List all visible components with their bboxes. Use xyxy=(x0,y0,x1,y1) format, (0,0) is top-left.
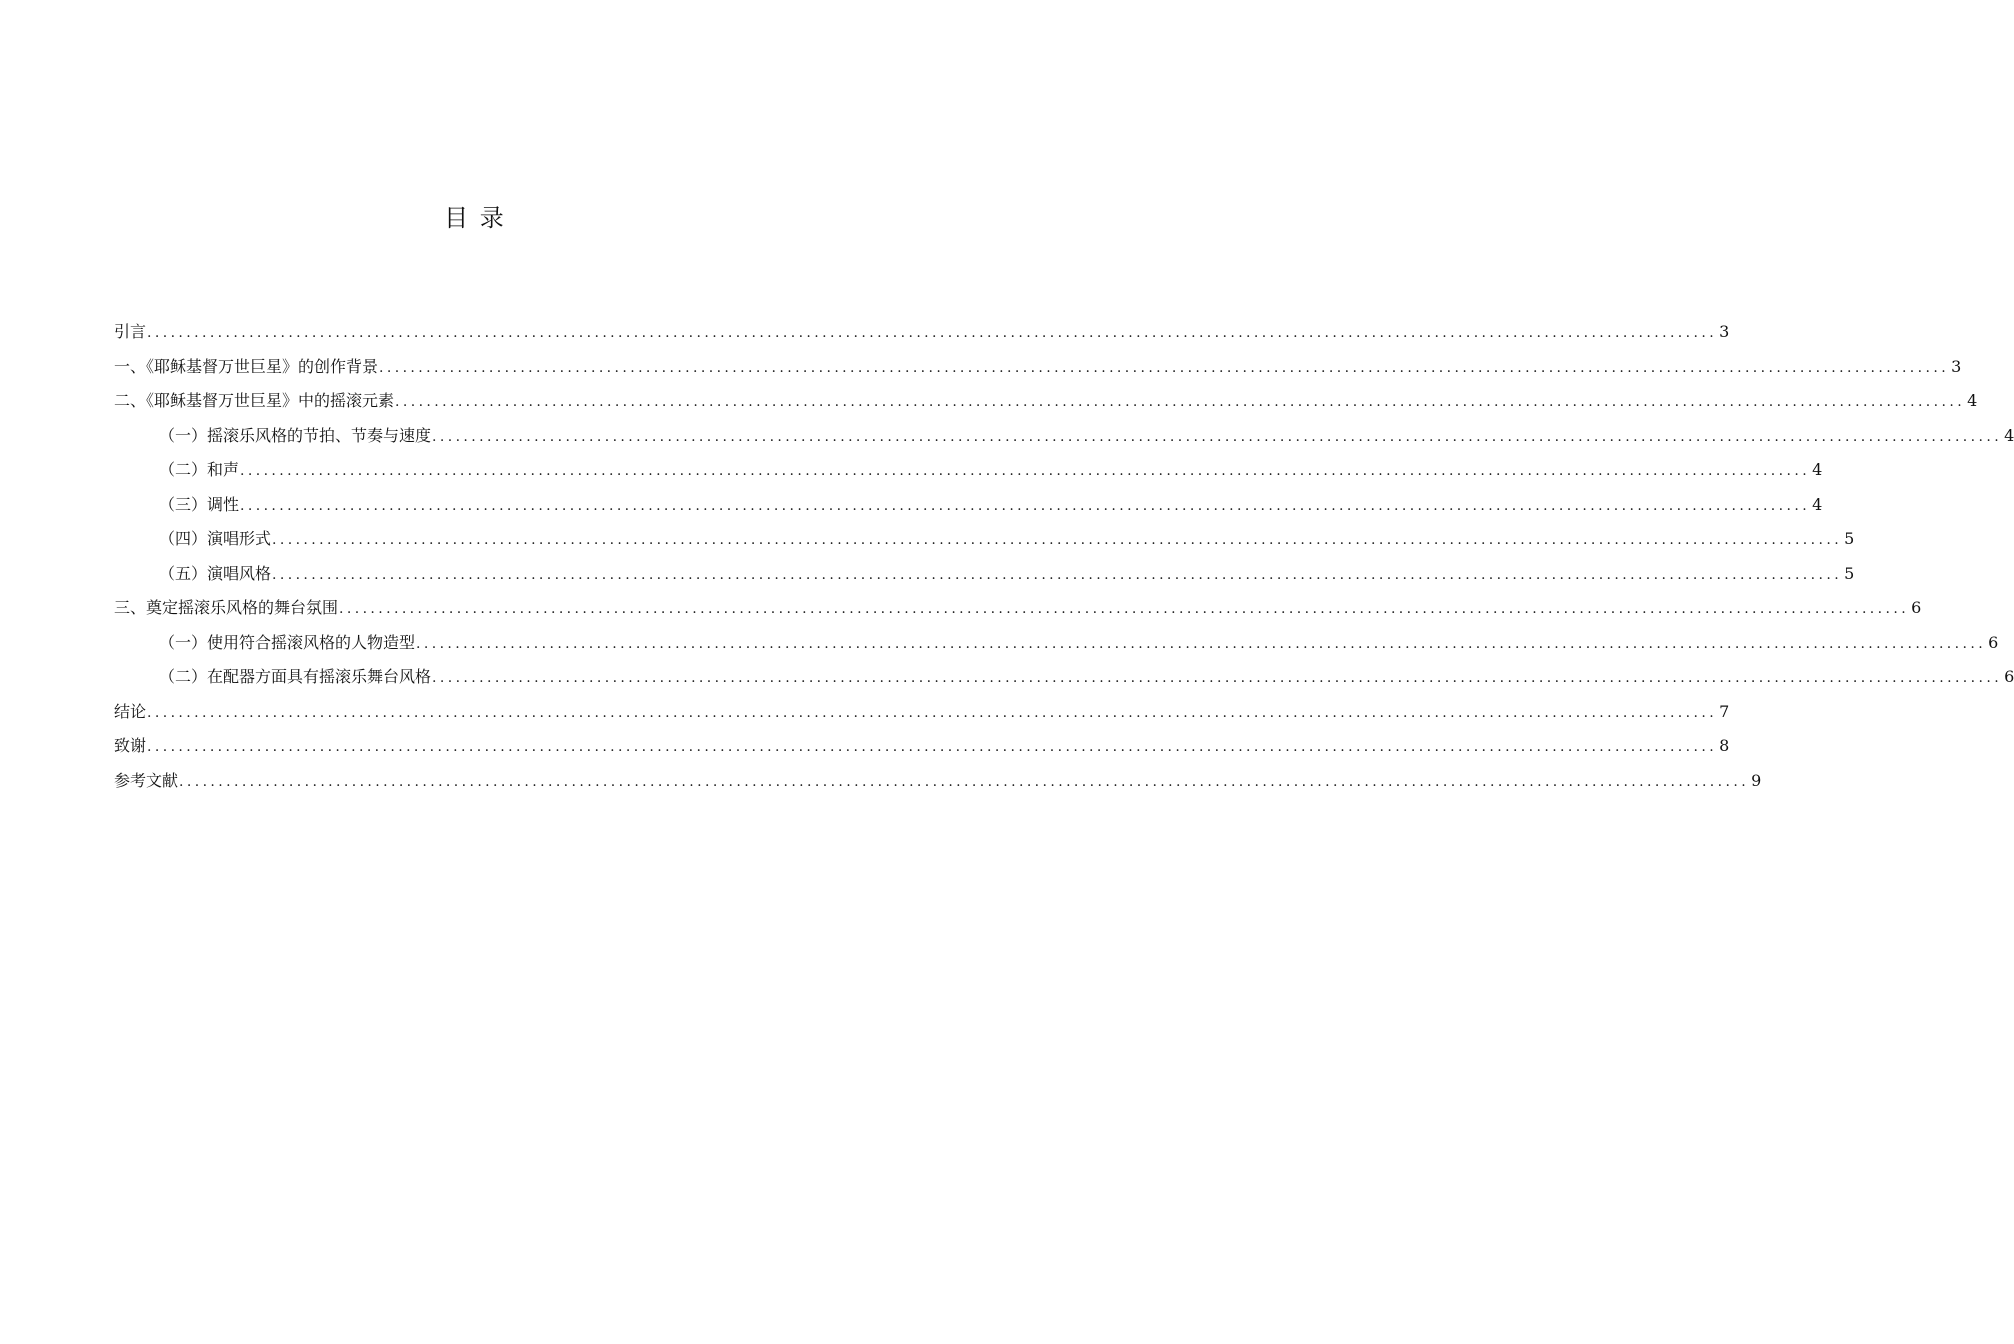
toc-entry-page: 6 xyxy=(2004,667,2014,686)
toc-entry-page: 7 xyxy=(1719,701,1730,721)
toc-entry[interactable] xyxy=(114,557,1855,592)
toc-entry-page: 8 xyxy=(1719,736,1730,755)
toc-entry[interactable] xyxy=(114,660,2014,695)
toc-entry[interactable] xyxy=(114,695,1730,730)
toc-leader-dots: ........................................................................................................................................................................................................ xyxy=(179,773,1750,790)
toc-entry[interactable] xyxy=(114,453,1823,488)
toc-entry-label: （四）演唱形式 xyxy=(159,529,272,548)
toc-entry-page: 5 xyxy=(1844,529,1855,548)
toc-entry-page: 4 xyxy=(1967,391,1978,410)
toc-entry-page: 4 xyxy=(2004,425,2014,445)
toc-entry-label: （二）和声 xyxy=(159,460,240,479)
toc-entry-page: 6 xyxy=(1911,598,1922,617)
toc-entry[interactable] xyxy=(114,522,1855,557)
toc-entry-page: 9 xyxy=(1751,770,1762,790)
toc-entry-label: 致谢 xyxy=(114,736,147,755)
toc-entry-page: 3 xyxy=(1719,322,1730,341)
toc-leader-dots: ........................................................................................................................................................................................................ xyxy=(432,670,2003,686)
toc-leader-dots: ........................................................................................................................................................................................................ xyxy=(432,428,2003,445)
toc-leader-dots: ........................................................................................................................................................................................................ xyxy=(147,325,1718,341)
toc-title: 目 录 xyxy=(444,204,506,232)
toc-entry[interactable] xyxy=(114,315,1730,350)
toc-entry-label: （一）使用符合摇滚风格的人物造型 xyxy=(159,632,416,652)
toc-entry-page: 5 xyxy=(1844,563,1855,583)
toc-leader-dots: ........................................................................................................................................................................................................ xyxy=(395,394,1966,410)
table-of-contents xyxy=(114,315,2014,798)
toc-entry-label: （三）调性 xyxy=(159,494,240,514)
toc-leader-dots: ........................................................................................................................................................................................................ xyxy=(147,704,1718,721)
toc-entry[interactable] xyxy=(114,591,1922,626)
toc-entry[interactable] xyxy=(114,729,1730,764)
toc-entry-label: （五）演唱风格 xyxy=(159,563,272,583)
toc-entry-page: 6 xyxy=(1988,632,1999,652)
toc-entry-page: 4 xyxy=(1812,494,1823,514)
toc-entry-label: 一、《耶稣基督万世巨星》的创作背景 xyxy=(114,356,379,376)
toc-entry-page: 3 xyxy=(1951,356,1962,376)
toc-leader-dots: ........................................................................................................................................................................................................ xyxy=(147,739,1718,755)
toc-entry-label: （一）摇滚乐风格的节拍、节奏与速度 xyxy=(159,425,432,445)
toc-entry-label: 引言 xyxy=(114,322,147,341)
toc-entry[interactable] xyxy=(114,419,2014,454)
toc-entry[interactable] xyxy=(114,384,1978,419)
toc-leader-dots: ........................................................................................................................................................................................................ xyxy=(272,566,1843,583)
toc-entry[interactable] xyxy=(114,488,1823,523)
toc-leader-dots: ........................................................................................................................................................................................................ xyxy=(339,601,1910,617)
toc-leader-dots: ........................................................................................................................................................................................................ xyxy=(240,463,1811,479)
toc-entry[interactable] xyxy=(114,350,1962,385)
toc-entry-label: 结论 xyxy=(114,701,147,721)
toc-entry-label: 三、奠定摇滚乐风格的舞台氛围 xyxy=(114,598,339,617)
toc-entry-page: 4 xyxy=(1812,460,1823,479)
toc-entry[interactable] xyxy=(114,626,1999,661)
toc-leader-dots: ........................................................................................................................................................................................................ xyxy=(272,532,1843,548)
toc-entry[interactable] xyxy=(114,764,1762,799)
toc-leader-dots: ........................................................................................................................................................................................................ xyxy=(379,359,1950,376)
toc-entry-label: （二）在配器方面具有摇滚乐舞台风格 xyxy=(159,667,432,686)
toc-leader-dots: ........................................................................................................................................................................................................ xyxy=(416,635,1987,652)
toc-leader-dots: ........................................................................................................................................................................................................ xyxy=(240,497,1811,514)
toc-entry-label: 二、《耶稣基督万世巨星》中的摇滚元素 xyxy=(114,391,395,410)
toc-entry-label: 参考文献 xyxy=(114,770,179,790)
